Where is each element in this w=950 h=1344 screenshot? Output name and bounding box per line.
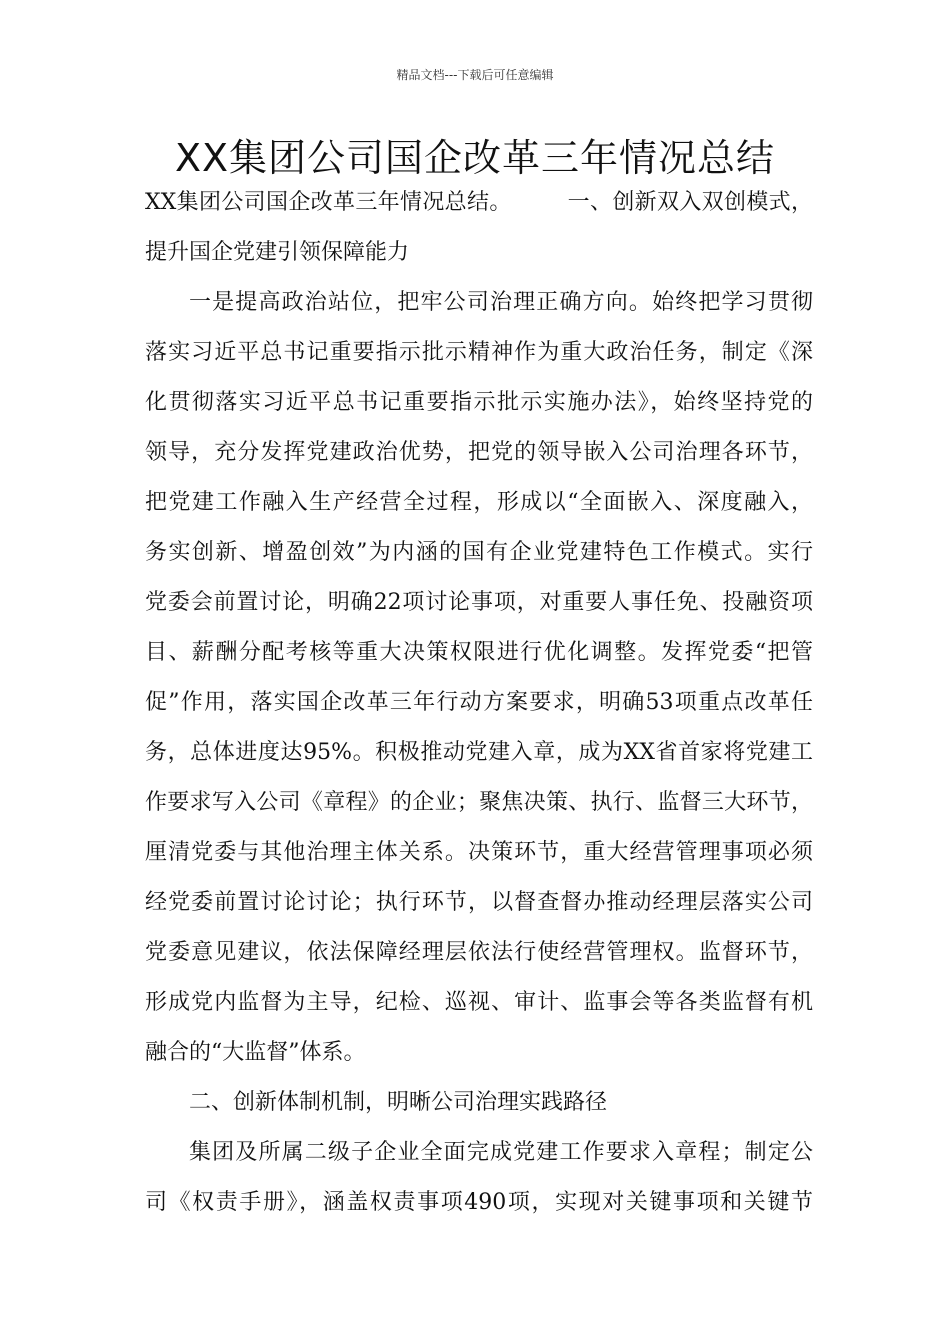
text-line: 一是提高政治站位，把牢公司治理正确方向。始终把学习贯彻 xyxy=(189,290,813,315)
document-title: XX集团公司国企改革三年情况总结 xyxy=(174,136,776,180)
page-header: 精品文档---下载后可任意编辑 xyxy=(396,68,554,82)
text-line: 二、创新体制机制，明晰公司治理实践路径 xyxy=(189,1090,608,1115)
text-line: 落实习近平总书记重要指示批示精神作为重大政治任务，制定《深 xyxy=(145,340,813,365)
text-line: 党委会前置讨论，明确22项讨论事项，对重要人事任免、投融资项 xyxy=(145,590,813,615)
text-line: 务，总体进度达95%。积极推动党建入章，成为XX省首家将党建工 xyxy=(145,740,813,765)
text-line: 经党委前置讨论讨论；执行环节，以督查督办推动经理层落实公司 xyxy=(145,890,813,915)
text-line: 党委意见建议，依法保障经理层依法行使经营管理权。监督环节， xyxy=(145,940,813,965)
text-line: 把党建工作融入生产经营全过程，形成以“全面嵌入、深度融入， xyxy=(145,490,813,515)
text-line: 司《权责手册》，涵盖权责事项490项，实现对关键事项和关键节 xyxy=(145,1190,813,1215)
text-line: XX集团公司国企改革三年情况总结。 一、创新双入双创模式， xyxy=(145,190,813,215)
text-line: 集团及所属二级子企业全面完成党建工作要求入章程；制定公 xyxy=(189,1140,813,1165)
text-line: 目、薪酬分配考核等重大决策权限进行优化调整。发挥党委“把管 xyxy=(145,640,813,665)
text-line: 提升国企党建引领保障能力 xyxy=(145,240,410,265)
text-line: 形成党内监督为主导，纪检、巡视、审计、监事会等各类监督有机 xyxy=(145,990,813,1015)
text-line: 厘清党委与其他治理主体关系。决策环节，重大经营管理事项必须 xyxy=(145,840,813,865)
document-body xyxy=(145,178,813,1228)
text-line: 融合的“大监督”体系。 xyxy=(145,1040,366,1065)
text-line: 作要求写入公司《章程》的企业；聚焦决策、执行、监督三大环节， xyxy=(145,790,813,815)
text-line: 领导，充分发挥党建政治优势，把党的领导嵌入公司治理各环节， xyxy=(145,440,813,465)
text-line: 促”作用，落实国企改革三年行动方案要求，明确53项重点改革任 xyxy=(145,690,813,715)
text-line: 化贯彻落实习近平总书记重要指示批示实施办法》，始终坚持党的 xyxy=(145,390,813,415)
text-line: 务实创新、增盈创效”为内涵的国有企业党建特色工作模式。实行 xyxy=(145,540,813,565)
